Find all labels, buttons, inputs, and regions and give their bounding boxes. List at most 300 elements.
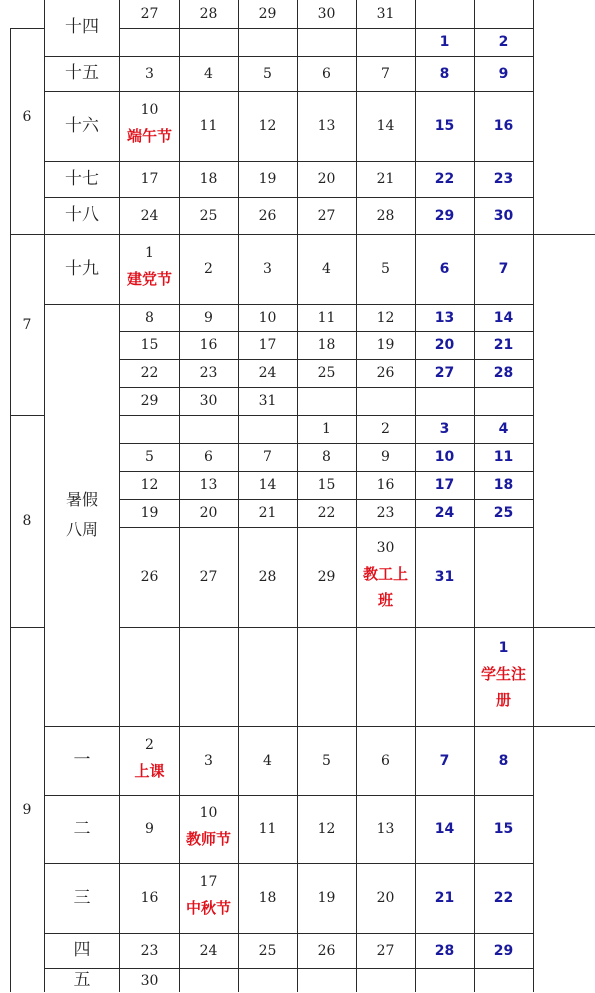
summer-label-line: 八周 [65, 520, 98, 539]
day-cell [356, 197, 415, 234]
day-cell [356, 56, 415, 91]
day-cell [297, 726, 356, 795]
day-cell [238, 968, 297, 993]
day-number: 14 [258, 477, 277, 493]
day-number: 27 [434, 365, 455, 381]
day-cell [474, 161, 533, 197]
day-cell [356, 795, 415, 863]
day-cell [120, 415, 179, 443]
day-cell [179, 161, 238, 197]
day-cell [356, 91, 415, 161]
day-cell [238, 91, 297, 161]
grid-line [44, 56, 120, 57]
day-number: 16 [376, 477, 395, 493]
day-number: 31 [376, 5, 395, 22]
day-number: 24 [258, 365, 277, 381]
day-cell [297, 161, 356, 197]
day-cell [120, 863, 179, 933]
day-cell [238, 0, 297, 28]
day-cell [238, 387, 297, 415]
day-number: 21 [376, 171, 395, 187]
day-cell [474, 795, 533, 863]
day-number: 10 [199, 805, 218, 821]
day-cell [120, 726, 179, 795]
day-cell [179, 415, 238, 443]
day-cell [120, 499, 179, 527]
day-number: 7 [439, 752, 450, 769]
day-cell [297, 387, 356, 415]
day-cell [179, 795, 238, 863]
day-number: 20 [317, 171, 336, 187]
day-number: 4 [322, 261, 331, 277]
day-cell [356, 726, 415, 795]
grid-line [120, 91, 534, 92]
day-number: 17 [140, 171, 159, 187]
day-cell [356, 234, 415, 304]
grid-line [44, 91, 120, 92]
day-cell [297, 304, 356, 331]
day-number: 20 [199, 505, 218, 521]
day-cell [356, 387, 415, 415]
day-number: 3 [204, 752, 213, 769]
day-number: 1 [322, 421, 331, 437]
day-cell [297, 443, 356, 471]
grid-line [120, 304, 534, 305]
month-label: 7 [22, 316, 32, 333]
day-number: 10 [140, 102, 159, 118]
day-cell [356, 161, 415, 197]
grid-line [120, 56, 534, 57]
day-number: 29 [140, 393, 159, 409]
day-cell [474, 863, 533, 933]
day-number: 28 [434, 942, 455, 959]
day-cell [179, 387, 238, 415]
grid-line [533, 0, 534, 992]
day-number: 2 [145, 736, 154, 753]
day-number: 21 [493, 337, 514, 353]
grid-line [44, 968, 120, 969]
day-cell [238, 197, 297, 234]
grid-line [120, 28, 534, 29]
day-number: 2 [204, 261, 213, 277]
grid-line [44, 304, 120, 305]
day-number: 11 [258, 821, 277, 837]
day-cell [415, 304, 474, 331]
day-number: 3 [439, 421, 450, 437]
grid-line [120, 234, 534, 235]
day-cell [356, 304, 415, 331]
day-cell [297, 359, 356, 387]
day-cell [297, 471, 356, 499]
day-cell [415, 0, 474, 28]
day-cell [415, 795, 474, 863]
day-cell [297, 28, 356, 56]
day-cell [415, 443, 474, 471]
week-label: 一 [73, 750, 91, 770]
month-label: 6 [22, 108, 32, 125]
day-number: 30 [493, 207, 514, 224]
day-number: 23 [140, 942, 159, 959]
day-cell [415, 161, 474, 197]
day-number: 25 [258, 942, 277, 959]
day-number: 29 [258, 5, 277, 22]
day-cell [474, 627, 533, 726]
grid-line [120, 415, 534, 416]
day-number: 12 [258, 118, 277, 134]
week-label: 十六 [65, 115, 99, 136]
day-number: 7 [381, 65, 390, 82]
day-number: 14 [376, 118, 395, 134]
day-cell [415, 28, 474, 56]
day-number: 28 [376, 207, 395, 224]
grid-line [179, 0, 180, 992]
day-cell [120, 28, 179, 56]
day-number: 5 [381, 261, 390, 277]
day-cell [415, 359, 474, 387]
week-label: 四 [73, 940, 91, 960]
day-cell [120, 56, 179, 91]
day-number: 18 [258, 890, 277, 906]
day-number: 27 [140, 5, 159, 22]
day-cell [474, 0, 533, 28]
day-number: 5 [145, 449, 154, 465]
day-cell [179, 197, 238, 234]
day-number: 12 [317, 821, 336, 837]
day-cell [238, 331, 297, 359]
day-number: 23 [199, 365, 218, 381]
grid-line [120, 527, 534, 528]
day-cell [179, 304, 238, 331]
day-number: 11 [493, 449, 514, 465]
day-number: 19 [140, 505, 159, 521]
grid-line [120, 359, 534, 360]
grid-line [120, 331, 534, 332]
day-cell [120, 197, 179, 234]
day-cell [120, 91, 179, 161]
event-note: 教师节 [185, 830, 231, 848]
day-number: 26 [258, 207, 277, 224]
grid-line [10, 28, 45, 29]
day-number: 1 [145, 245, 154, 261]
day-number: 22 [317, 505, 336, 521]
day-cell [415, 387, 474, 415]
day-number: 13 [376, 821, 395, 837]
day-cell [297, 234, 356, 304]
grid-line [120, 387, 534, 388]
day-number: 27 [199, 569, 218, 585]
day-number: 21 [434, 890, 455, 906]
summer-label-line: 暑假 [65, 490, 98, 509]
day-number: 13 [434, 309, 455, 326]
day-number: 6 [381, 752, 390, 769]
day-number: 30 [376, 540, 395, 556]
day-number: 18 [199, 171, 218, 187]
day-cell [474, 304, 533, 331]
grid-line [120, 726, 534, 727]
grid-line [120, 197, 534, 198]
day-number: 27 [317, 207, 336, 224]
day-number: 22 [434, 171, 455, 187]
day-number: 18 [317, 337, 336, 353]
day-cell [179, 471, 238, 499]
day-cell [238, 726, 297, 795]
day-cell [179, 968, 238, 993]
day-number: 26 [376, 365, 395, 381]
day-cell [179, 443, 238, 471]
day-cell [238, 933, 297, 968]
day-cell [356, 331, 415, 359]
event-note: 学生注册 [480, 664, 526, 709]
day-cell [297, 0, 356, 28]
day-number: 4 [204, 65, 213, 82]
day-number: 27 [376, 942, 395, 959]
day-cell [238, 359, 297, 387]
day-cell [120, 304, 179, 331]
day-number: 14 [434, 821, 455, 837]
day-number: 24 [199, 942, 218, 959]
grid-line [10, 28, 11, 992]
day-number: 7 [498, 261, 509, 277]
event-note: 端午节 [126, 127, 172, 145]
day-cell [356, 471, 415, 499]
day-number: 20 [376, 890, 395, 906]
day-cell [474, 968, 533, 993]
day-cell [179, 359, 238, 387]
grid-line [44, 726, 120, 727]
day-number: 16 [140, 890, 159, 906]
day-number: 25 [493, 505, 514, 521]
day-cell [474, 28, 533, 56]
grid-line [44, 795, 120, 796]
day-cell [415, 331, 474, 359]
day-cell [356, 28, 415, 56]
day-cell [297, 91, 356, 161]
day-cell [120, 795, 179, 863]
day-cell [238, 471, 297, 499]
day-cell [415, 56, 474, 91]
day-number: 10 [258, 309, 277, 326]
day-number: 17 [434, 477, 455, 493]
day-number: 13 [317, 118, 336, 134]
day-cell [297, 863, 356, 933]
event-note: 上课 [134, 761, 165, 780]
day-number: 13 [199, 477, 218, 493]
day-cell [474, 471, 533, 499]
day-number: 19 [258, 171, 277, 187]
day-cell [474, 933, 533, 968]
day-number: 30 [140, 972, 159, 989]
day-number: 4 [498, 421, 509, 437]
day-number: 16 [493, 118, 514, 134]
day-cell [297, 197, 356, 234]
day-number: 8 [145, 309, 154, 326]
day-cell [120, 627, 179, 726]
day-number: 20 [434, 337, 455, 353]
grid-line [44, 933, 120, 934]
day-number: 9 [145, 821, 154, 837]
day-number: 19 [376, 337, 395, 353]
week-label: 三 [73, 887, 91, 908]
day-number: 5 [263, 65, 272, 82]
day-cell [356, 359, 415, 387]
day-number: 15 [493, 821, 514, 837]
day-number: 3 [145, 65, 154, 82]
day-cell [238, 415, 297, 443]
day-number: 28 [258, 569, 277, 585]
day-cell [297, 331, 356, 359]
day-cell [415, 197, 474, 234]
grid-line [10, 627, 45, 628]
day-cell [415, 415, 474, 443]
day-number: 15 [434, 118, 455, 134]
day-cell [356, 527, 415, 627]
day-cell [415, 499, 474, 527]
day-cell [179, 56, 238, 91]
day-cell [120, 0, 179, 28]
grid-line [474, 0, 475, 992]
week-label: 二 [73, 818, 91, 839]
grid-line [44, 161, 120, 162]
month-label: 9 [22, 802, 32, 818]
day-cell [120, 968, 179, 993]
grid-line [44, 863, 120, 864]
day-number: 21 [258, 505, 277, 521]
grid-line [415, 0, 416, 992]
day-cell [415, 527, 474, 627]
grid-line [120, 161, 534, 162]
day-cell [356, 968, 415, 993]
day-number: 24 [140, 207, 159, 224]
day-number: 26 [317, 942, 336, 959]
day-cell [238, 161, 297, 197]
day-cell [474, 415, 533, 443]
day-number: 9 [381, 449, 390, 465]
day-number: 24 [434, 505, 455, 521]
week-label: 十九 [65, 258, 99, 279]
week-label: 五 [73, 970, 91, 990]
day-number: 10 [434, 449, 455, 465]
day-number: 2 [498, 34, 509, 50]
grid-line [120, 443, 534, 444]
day-cell [356, 499, 415, 527]
day-cell [179, 28, 238, 56]
day-cell [356, 627, 415, 726]
grid-line [120, 471, 534, 472]
week-label [44, 304, 120, 726]
grid-line [120, 499, 534, 500]
grid-line [238, 0, 239, 992]
day-number: 22 [493, 890, 514, 906]
day-cell [238, 304, 297, 331]
day-cell [238, 527, 297, 627]
day-cell [238, 627, 297, 726]
day-cell [474, 56, 533, 91]
day-cell [179, 91, 238, 161]
day-number: 9 [204, 309, 213, 326]
day-cell [120, 387, 179, 415]
day-number: 18 [493, 477, 514, 493]
day-number: 31 [434, 569, 455, 585]
day-cell [238, 443, 297, 471]
day-cell [238, 28, 297, 56]
day-cell [474, 443, 533, 471]
day-cell [415, 968, 474, 993]
day-cell [297, 933, 356, 968]
day-number: 19 [317, 890, 336, 906]
grid-line [297, 0, 298, 992]
day-cell [179, 0, 238, 28]
week-label: 十七 [65, 168, 99, 189]
day-cell [179, 933, 238, 968]
day-cell [356, 863, 415, 933]
week-label: 十五 [65, 63, 99, 83]
day-cell [238, 56, 297, 91]
day-number: 1 [439, 34, 450, 50]
week-label: 十四 [65, 17, 99, 37]
day-number: 6 [439, 261, 450, 277]
day-cell [474, 359, 533, 387]
day-cell [297, 527, 356, 627]
day-number: 29 [317, 569, 336, 585]
day-number: 29 [434, 207, 455, 224]
day-cell [179, 726, 238, 795]
day-cell [474, 197, 533, 234]
grid-line [10, 415, 45, 416]
day-number: 29 [493, 942, 514, 959]
grid-line [356, 0, 357, 992]
day-number: 6 [204, 449, 213, 465]
grid-line [44, 234, 120, 235]
grid-line [44, 0, 45, 992]
day-number: 2 [381, 421, 390, 437]
day-number: 28 [493, 365, 514, 381]
day-cell [415, 471, 474, 499]
grid-line [120, 863, 534, 864]
day-cell [297, 627, 356, 726]
day-number: 31 [258, 393, 277, 409]
day-cell [120, 471, 179, 499]
day-cell [297, 499, 356, 527]
grid-line [44, 197, 120, 198]
event-note: 中秋节 [185, 899, 231, 917]
day-cell [474, 387, 533, 415]
week-label: 十八 [65, 205, 99, 225]
day-cell [297, 415, 356, 443]
month-label: 8 [22, 513, 32, 529]
day-number: 23 [493, 171, 514, 187]
day-cell [356, 933, 415, 968]
day-number: 3 [263, 261, 272, 277]
day-number: 8 [439, 65, 450, 82]
day-number: 15 [140, 337, 159, 353]
day-number: 23 [376, 505, 395, 521]
day-cell [179, 499, 238, 527]
day-number: 12 [140, 477, 159, 493]
day-number: 14 [493, 309, 514, 326]
day-cell [356, 415, 415, 443]
day-number: 12 [376, 309, 395, 326]
day-cell [474, 331, 533, 359]
day-number: 8 [322, 449, 331, 465]
day-cell [415, 91, 474, 161]
grid-line [10, 234, 45, 235]
day-cell [474, 527, 533, 627]
day-number: 30 [317, 5, 336, 22]
day-cell [120, 359, 179, 387]
day-cell [297, 968, 356, 993]
day-cell [474, 726, 533, 795]
day-cell [120, 933, 179, 968]
